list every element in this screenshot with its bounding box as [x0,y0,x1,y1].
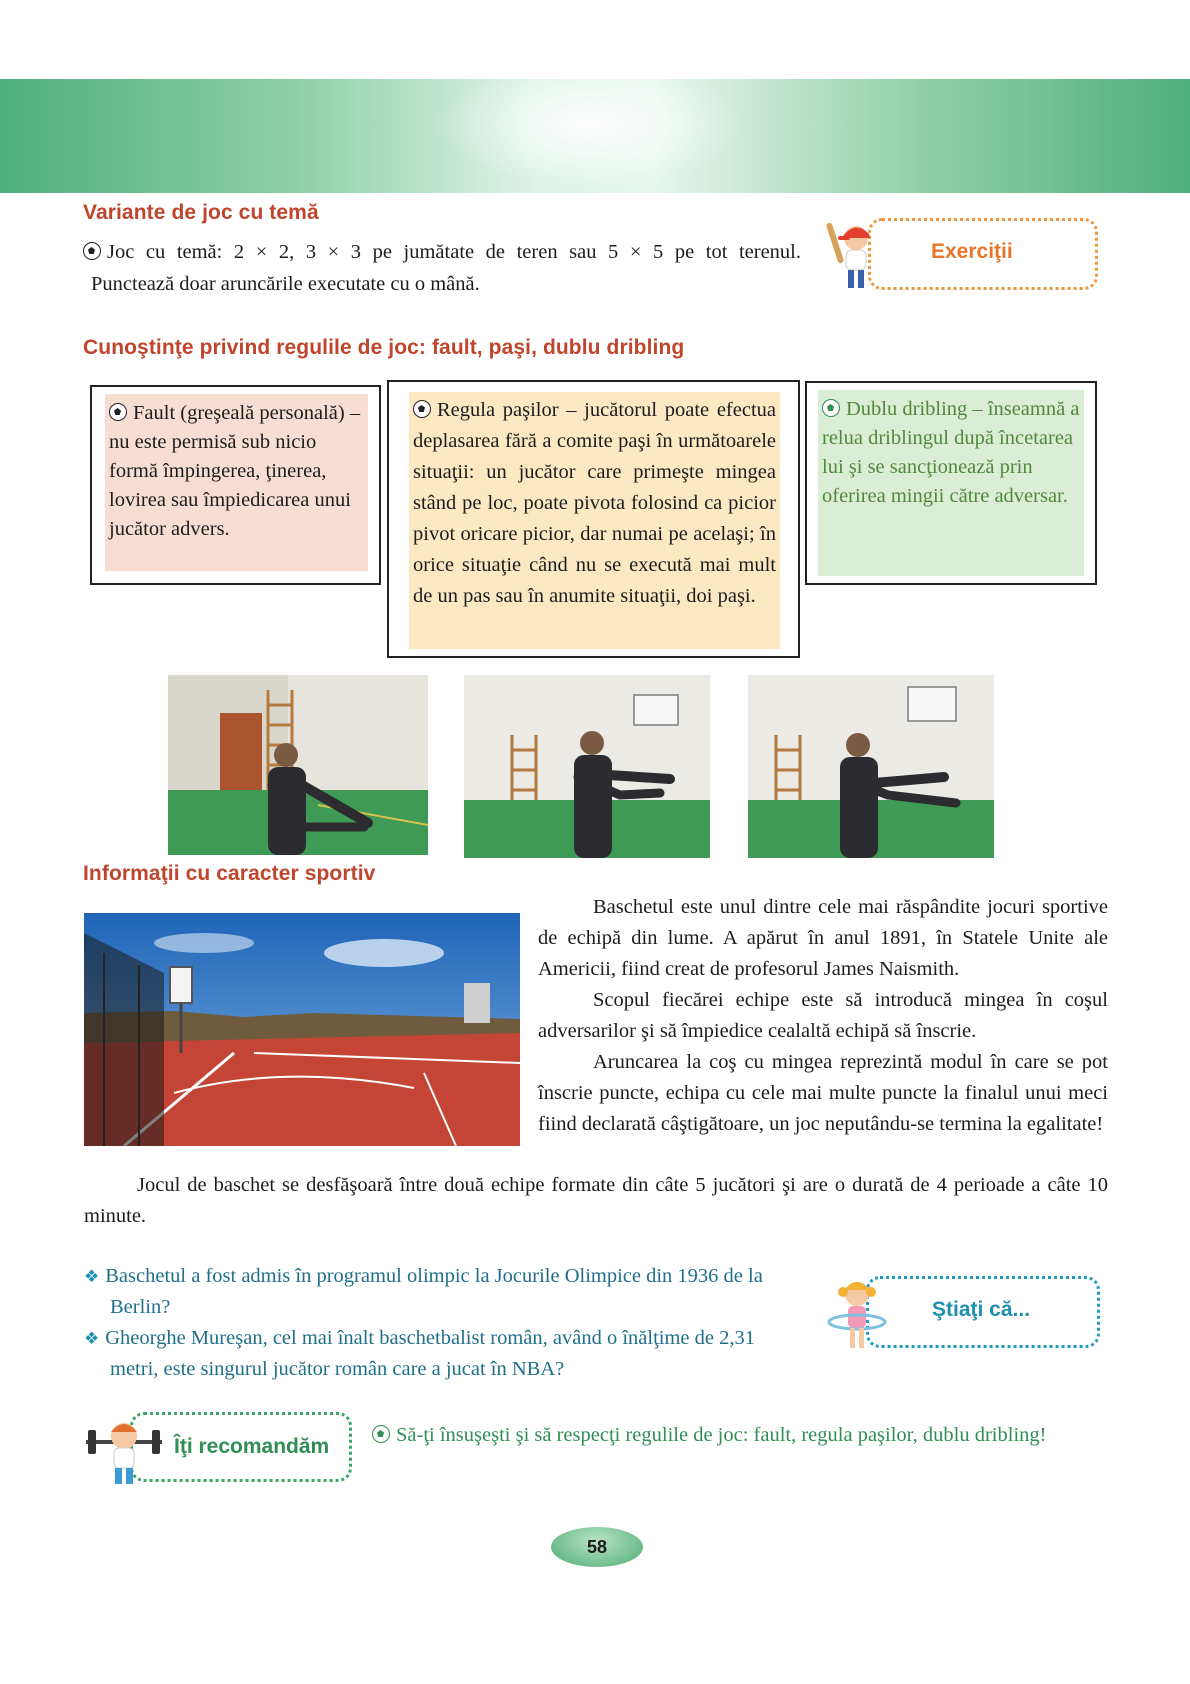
steps-rule-text: Regula paşilor – jucătorul poate efectua deplasarea fără a comite paşi în următoarele situaţii: un jucător care primeşte mingea stând pe loc, poate pivota folosind ca picior pivot oricare picior, dar numai pe acelaşi; în orice situaţie când nu se execută mai mult de un pas sau în anumite situaţii, doi paşi. [413,399,776,607]
photo-arm-position-2 [464,675,710,858]
variants-line-2: Punctează doar aruncările executate cu o mână. [91,273,480,295]
fact-text: Baschetul a fost admis în programul olimpic la Jocurile Olimpice din 1936 de la Berlin? [105,1265,763,1318]
section-heading-info: Informaţii cu caracter sportiv [83,862,376,885]
facts-list [84,1261,802,1385]
diamond-bullet-icon: ❖ [84,1329,100,1348]
recommendation-body: Să-ţi însuşeşti şi să respecţi regulile de joc: fault, regula paşilor, dublu dribling! [396,1424,1047,1446]
section-heading-variants: Variante de joc cu temă [83,201,319,224]
child-baseball-icon [826,220,886,292]
soccer-ball-icon [83,242,101,260]
soccer-ball-icon [413,400,431,418]
recommend-label: Îţi recomandăm [174,1435,330,1458]
foul-box [90,385,381,585]
did-you-know-callout [826,1272,1106,1356]
exercises-callout [826,214,1106,292]
top-banner [0,79,1190,193]
foul-rule-text: Fault (greşeală personală) – nu este permisă sub nicio formă împingerea, ţinerea, lovirea sau împiedicarea unui jucător advers. [109,402,361,540]
fact-item [84,1323,802,1385]
photo-arm-position-1 [168,675,428,855]
basketball-info-paragraphs [538,892,1108,1140]
girl-hula-hoop-icon [826,1276,888,1356]
info-paragraph-3: Aruncarea la coş cu mingea reprezintă modul în care se pot înscrie puncte, echipa cu cele mai multe puncte la finalul unui meci fiind declarată câştigătoare, un joc neputându-se termina la egalitate! [538,1051,1108,1135]
foul-box-body [105,394,368,571]
exercises-label: Exerciţii [931,240,1013,263]
info-paragraph-4: Jocul de baschet se desfăşoară între două echipe formate din câte 5 jucători şi are o durată de 4 perioade a câte 10 minute. [84,1174,1108,1227]
recommendation-text [372,1420,1108,1451]
photo-arm-position-3 [748,675,994,858]
section-heading-rules: Cunoştinţe privind regulile de joc: fault, paşi, dublu dribling [83,336,685,359]
child-weightlifting-icon [84,1412,164,1488]
fact-text: Gheorghe Mureşan, cel mai înalt baschetbalist român, având o înălţime de 2,31 metri, este singurul jucător român care a jucat în NBA? [105,1327,755,1380]
steps-box [387,380,800,658]
soccer-ball-icon [822,399,840,417]
info-paragraph-2: Scopul fiecărei echipe este să introducă mingea în coşul adversarilor şi să împiedice cealaltă echipă să înscrie. [538,989,1108,1042]
double-dribble-box [805,381,1097,585]
diamond-bullet-icon: ❖ [84,1267,100,1286]
soccer-ball-icon [109,403,127,421]
info-paragraph-1: Baschetul este unul dintre cele mai răspândite jocuri sportive de echipă din lume. A apărut în anul 1891, în Statele Unite ale Americii, fiind creat de profesorul James Naismith. [538,896,1108,980]
double-dribble-box-body [818,390,1084,576]
steps-box-body [409,392,780,649]
variants-text [83,236,801,300]
fact-item [84,1261,802,1323]
soccer-ball-icon [372,1425,390,1443]
recommend-callout [84,1408,356,1488]
double-dribble-rule-text: Dublu dribling – înseamnă a relua driblingul după încetarea lui şi se sancţionează prin oferirea mingii către adversar. [822,398,1080,507]
did-you-know-label: Ştiaţi că... [932,1298,1031,1321]
page-number: 58 [551,1527,643,1567]
variants-line-1: Joc cu temă: 2 × 2, 3 × 3 pe jumătate de teren sau 5 × 5 pe tot terenul. [107,241,801,263]
photo-basketball-court [84,913,520,1146]
